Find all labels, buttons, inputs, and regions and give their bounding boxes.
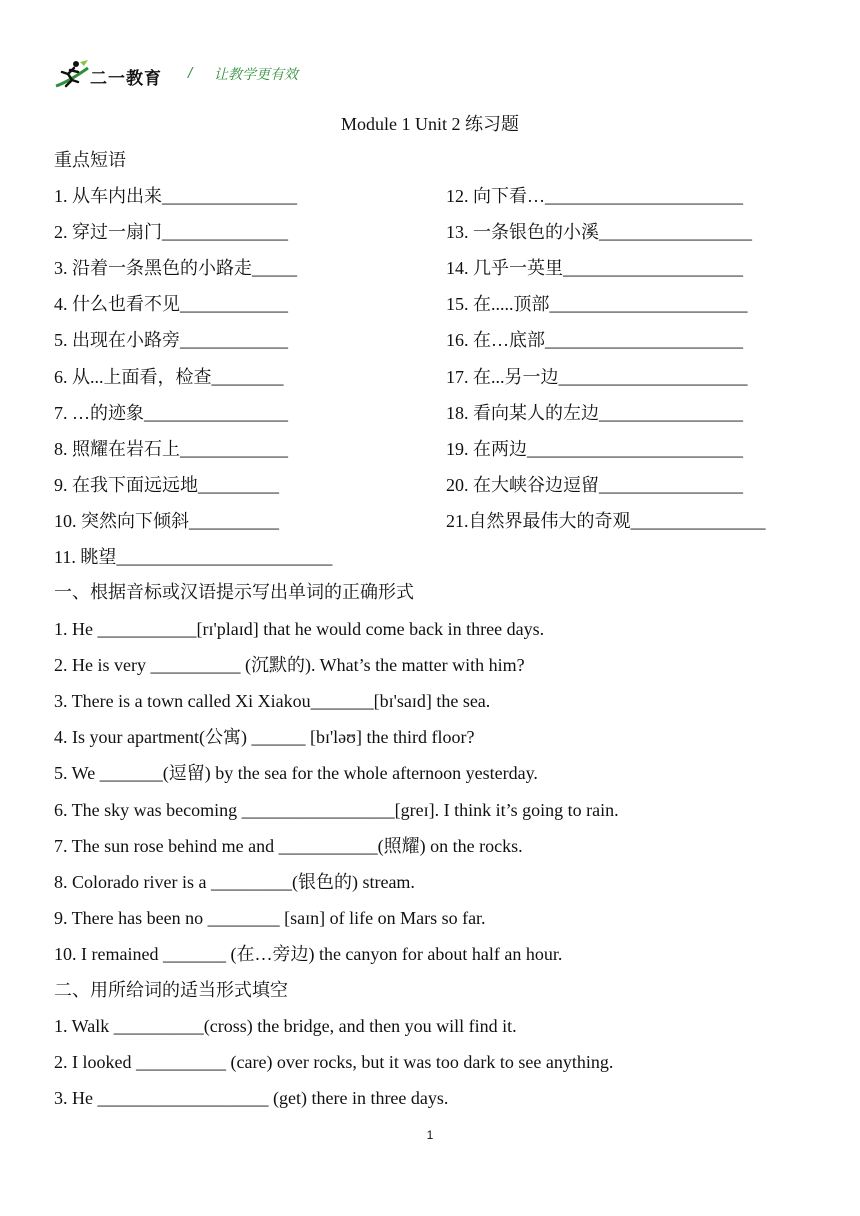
page-number: 1 [426, 1128, 434, 1142]
phrase-item-right-9: 20. 在大峡谷边逗留________________ [446, 474, 743, 495]
phrase-item-right-4: 15. 在.....顶部______________________ [446, 294, 748, 315]
section1-item-7: 7. The sun rose behind me and ___________(照耀) on the rocks. [54, 835, 523, 856]
section1-item-9: 9. There has been no ________ [saɪn] of life on Mars so far. [54, 907, 486, 928]
page-title: Module 1 Unit 2 练习题 [341, 114, 519, 134]
phrase-item-right-10: 21.自然界最伟大的奇观_______________ [446, 510, 766, 531]
phrase-item-4: 4. 什么也看不见____________ [54, 294, 288, 315]
phrase-item-right-2: 13. 一条银色的小溪_________________ [446, 222, 752, 243]
phrase-item-7: 7. …的迹象________________ [54, 402, 288, 423]
header-slogan: 让教学更有效 [214, 67, 298, 83]
phrase-item-3: 3. 沿着一条黑色的小路走_____ [54, 258, 297, 279]
logo [54, 58, 164, 90]
phrase-item-8: 8. 照耀在岩石上____________ [54, 438, 288, 459]
section1-item-5: 5. We _______(逗留) by the sea for the whole afternoon yesterday. [54, 763, 538, 784]
phrase-item-2: 2. 穿过一扇门______________ [54, 222, 288, 243]
section1-heading: 一、根据音标或汉语提示写出单词的正确形式 [54, 582, 414, 602]
phrase-item-6: 6. 从...上面看，检查________ [54, 366, 284, 387]
section1-item-2: 2. He is very __________ (沉默的). What’s the matter with him? [54, 655, 525, 676]
section1-item-6: 6. The sky was becoming _________________[greɪ]. I think it’s going to rain. [54, 799, 619, 820]
phrase-item-5: 5. 出现在小路旁____________ [54, 330, 288, 351]
section1-item-8: 8. Colorado river is a _________(银色的) stream. [54, 871, 415, 892]
section1-item-3: 3. There is a town called Xi Xiakou_______[bɪ'saɪd] the sea. [54, 691, 491, 712]
section1-item-4: 4. Is your apartment(公寓) ______ [bɪ'ləʊ] the third floor? [54, 727, 475, 748]
section1-item-10: 10. I remained _______ (在…旁边) the canyon for about half an hour. [54, 943, 563, 964]
phrase-item-right-1: 12. 向下看…______________________ [446, 186, 743, 206]
phrase-item-right-8: 19. 在两边________________________ [446, 438, 743, 459]
logo-text: 二一教育 [90, 69, 162, 89]
phrase-item-11: 11. 眺望________________________ [54, 547, 333, 567]
header-slash: / [188, 66, 193, 81]
section2-item-1: 1. Walk __________(cross) the bridge, and then you will find it. [54, 1016, 517, 1036]
section1-item-1: 1. He ___________[rɪ'plaɪd] that he would come back in three days. [54, 619, 545, 639]
phrase-item-right-3: 14. 几乎一英里____________________ [446, 258, 743, 279]
phrase-item-right-5: 16. 在…底部______________________ [446, 330, 743, 351]
section2-item-2: 2. I looked __________ (care) over rocks, but it was too dark to see anything. [54, 1052, 614, 1073]
phrases-heading: 重点短语 [54, 150, 126, 170]
phrase-item-10: 10. 突然向下倾斜__________ [54, 510, 279, 531]
header [54, 58, 354, 90]
phrase-item-9: 9. 在我下面远远地_________ [54, 474, 279, 495]
phrase-item-right-7: 18. 看向某人的左边________________ [446, 402, 743, 423]
running-man-logo-icon [54, 58, 90, 90]
phrase-item-right-6: 17. 在...另一边_____________________ [446, 366, 748, 387]
phrase-item-1: 1. 从车内出来_______________ [54, 186, 297, 206]
section2-item-3: 3. He ___________________ (get) there in three days. [54, 1088, 449, 1109]
section2-heading: 二、用所给词的适当形式填空 [54, 980, 288, 1000]
